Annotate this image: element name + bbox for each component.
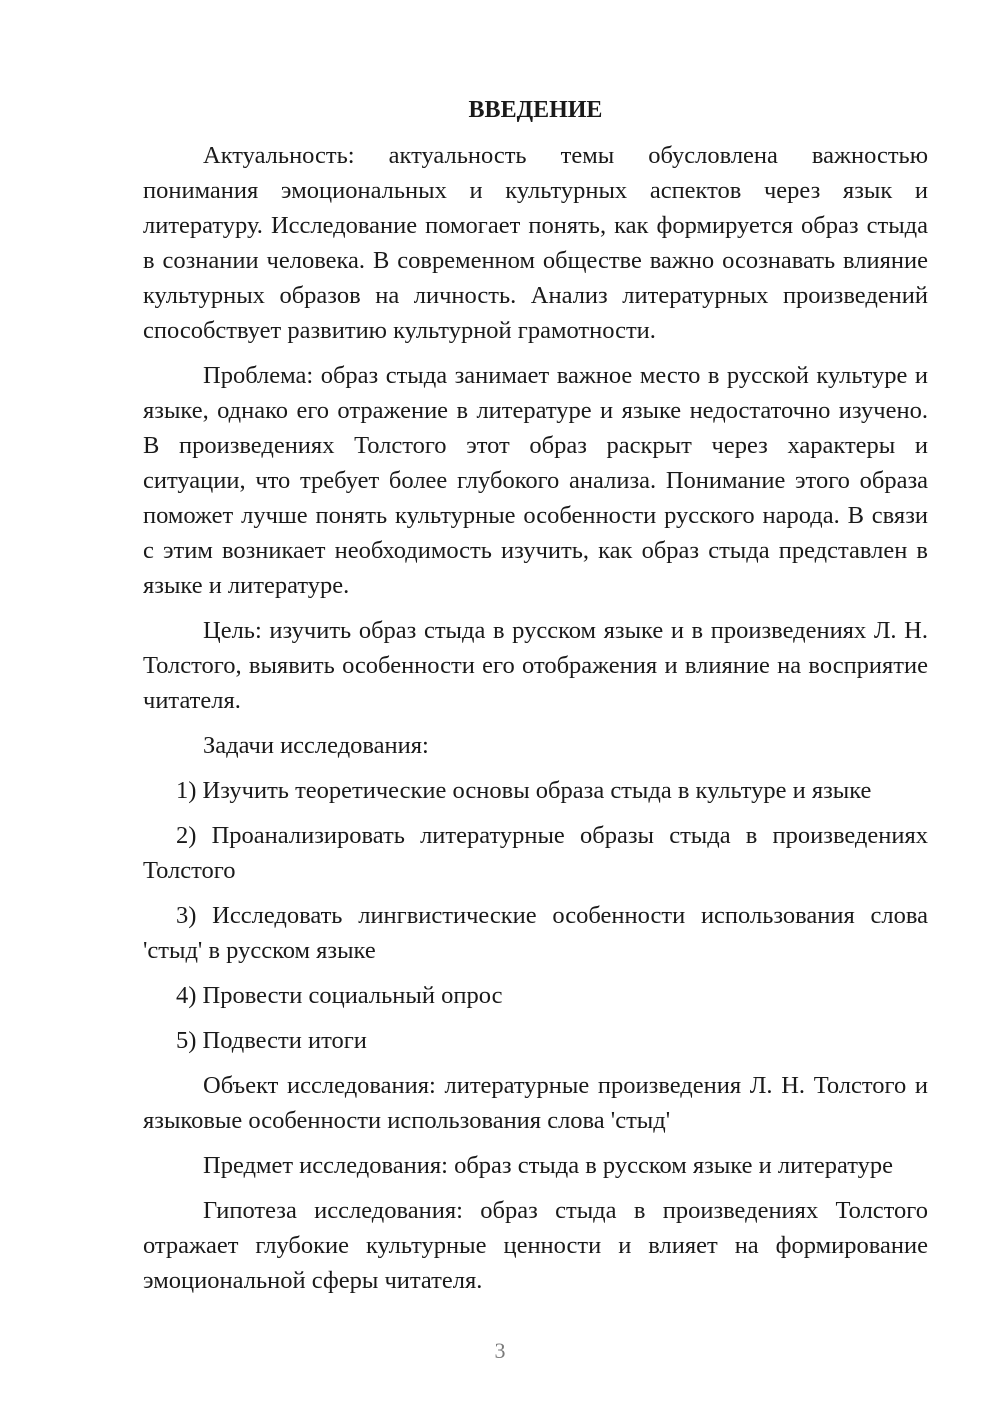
hypothesis-paragraph: Гипотеза исследования: образ стыда в произведениях Толстого отражает глубокие культурные ценности и влияет на формирование эмоциональной сферы читателя.	[143, 1197, 928, 1294]
section-title: ВВЕДЕНИЕ	[468, 97, 603, 123]
task-item-2: 2) Проанализировать литературные образы стыда в произведениях Толстого	[143, 822, 928, 884]
task-item-3: 3) Исследовать лингвистические особенности использования слова 'стыд' в русском языке	[143, 902, 928, 964]
tasks-heading: Задачи исследования:	[203, 732, 429, 759]
page-content	[143, 93, 928, 1308]
task-item-4: 4) Провести социальный опрос	[176, 982, 503, 1009]
task-item-1: 1) Изучить теоретические основы образа стыда в культуре и языке	[176, 777, 872, 804]
goal-paragraph: Цель: изучить образ стыда в русском языке и в произведениях Л. Н. Толстого, выявить особенности его отображения и влияние на восприятие читателя.	[143, 617, 928, 714]
problem-paragraph: Проблема: образ стыда занимает важное место в русской культуре и языке, однако его отражение в литературе и языке недостаточно изучено. В произведениях Толстого этот образ раскрыт через характеры и ситуации, что требует более глубокого анализа. Понимание этого образа поможет лучше понять культурные особенности русского народа. В связи с этим возникает необходимость изучить, как образ стыда представлен в языке и литературе.	[143, 362, 928, 599]
subject-paragraph: Предмет исследования: образ стыда в русском языке и литературе	[203, 1152, 894, 1179]
task-item-5: 5) Подвести итоги	[176, 1027, 367, 1054]
relevance-paragraph: Актуальность: актуальность темы обусловлена важностью понимания эмоциональных и культурных аспектов через язык и литературу. Исследование помогает понять, как формируется образ стыда в сознании человека. В современном обществе важно осознавать влияние культурных образов на личность. Анализ литературных произведений способствует развитию культурной грамотности.	[143, 142, 928, 344]
object-paragraph: Объект исследования: литературные произведения Л. Н. Толстого и языковые особенности использования слова 'стыд'	[143, 1072, 928, 1134]
page-number: 3	[494, 1338, 506, 1363]
